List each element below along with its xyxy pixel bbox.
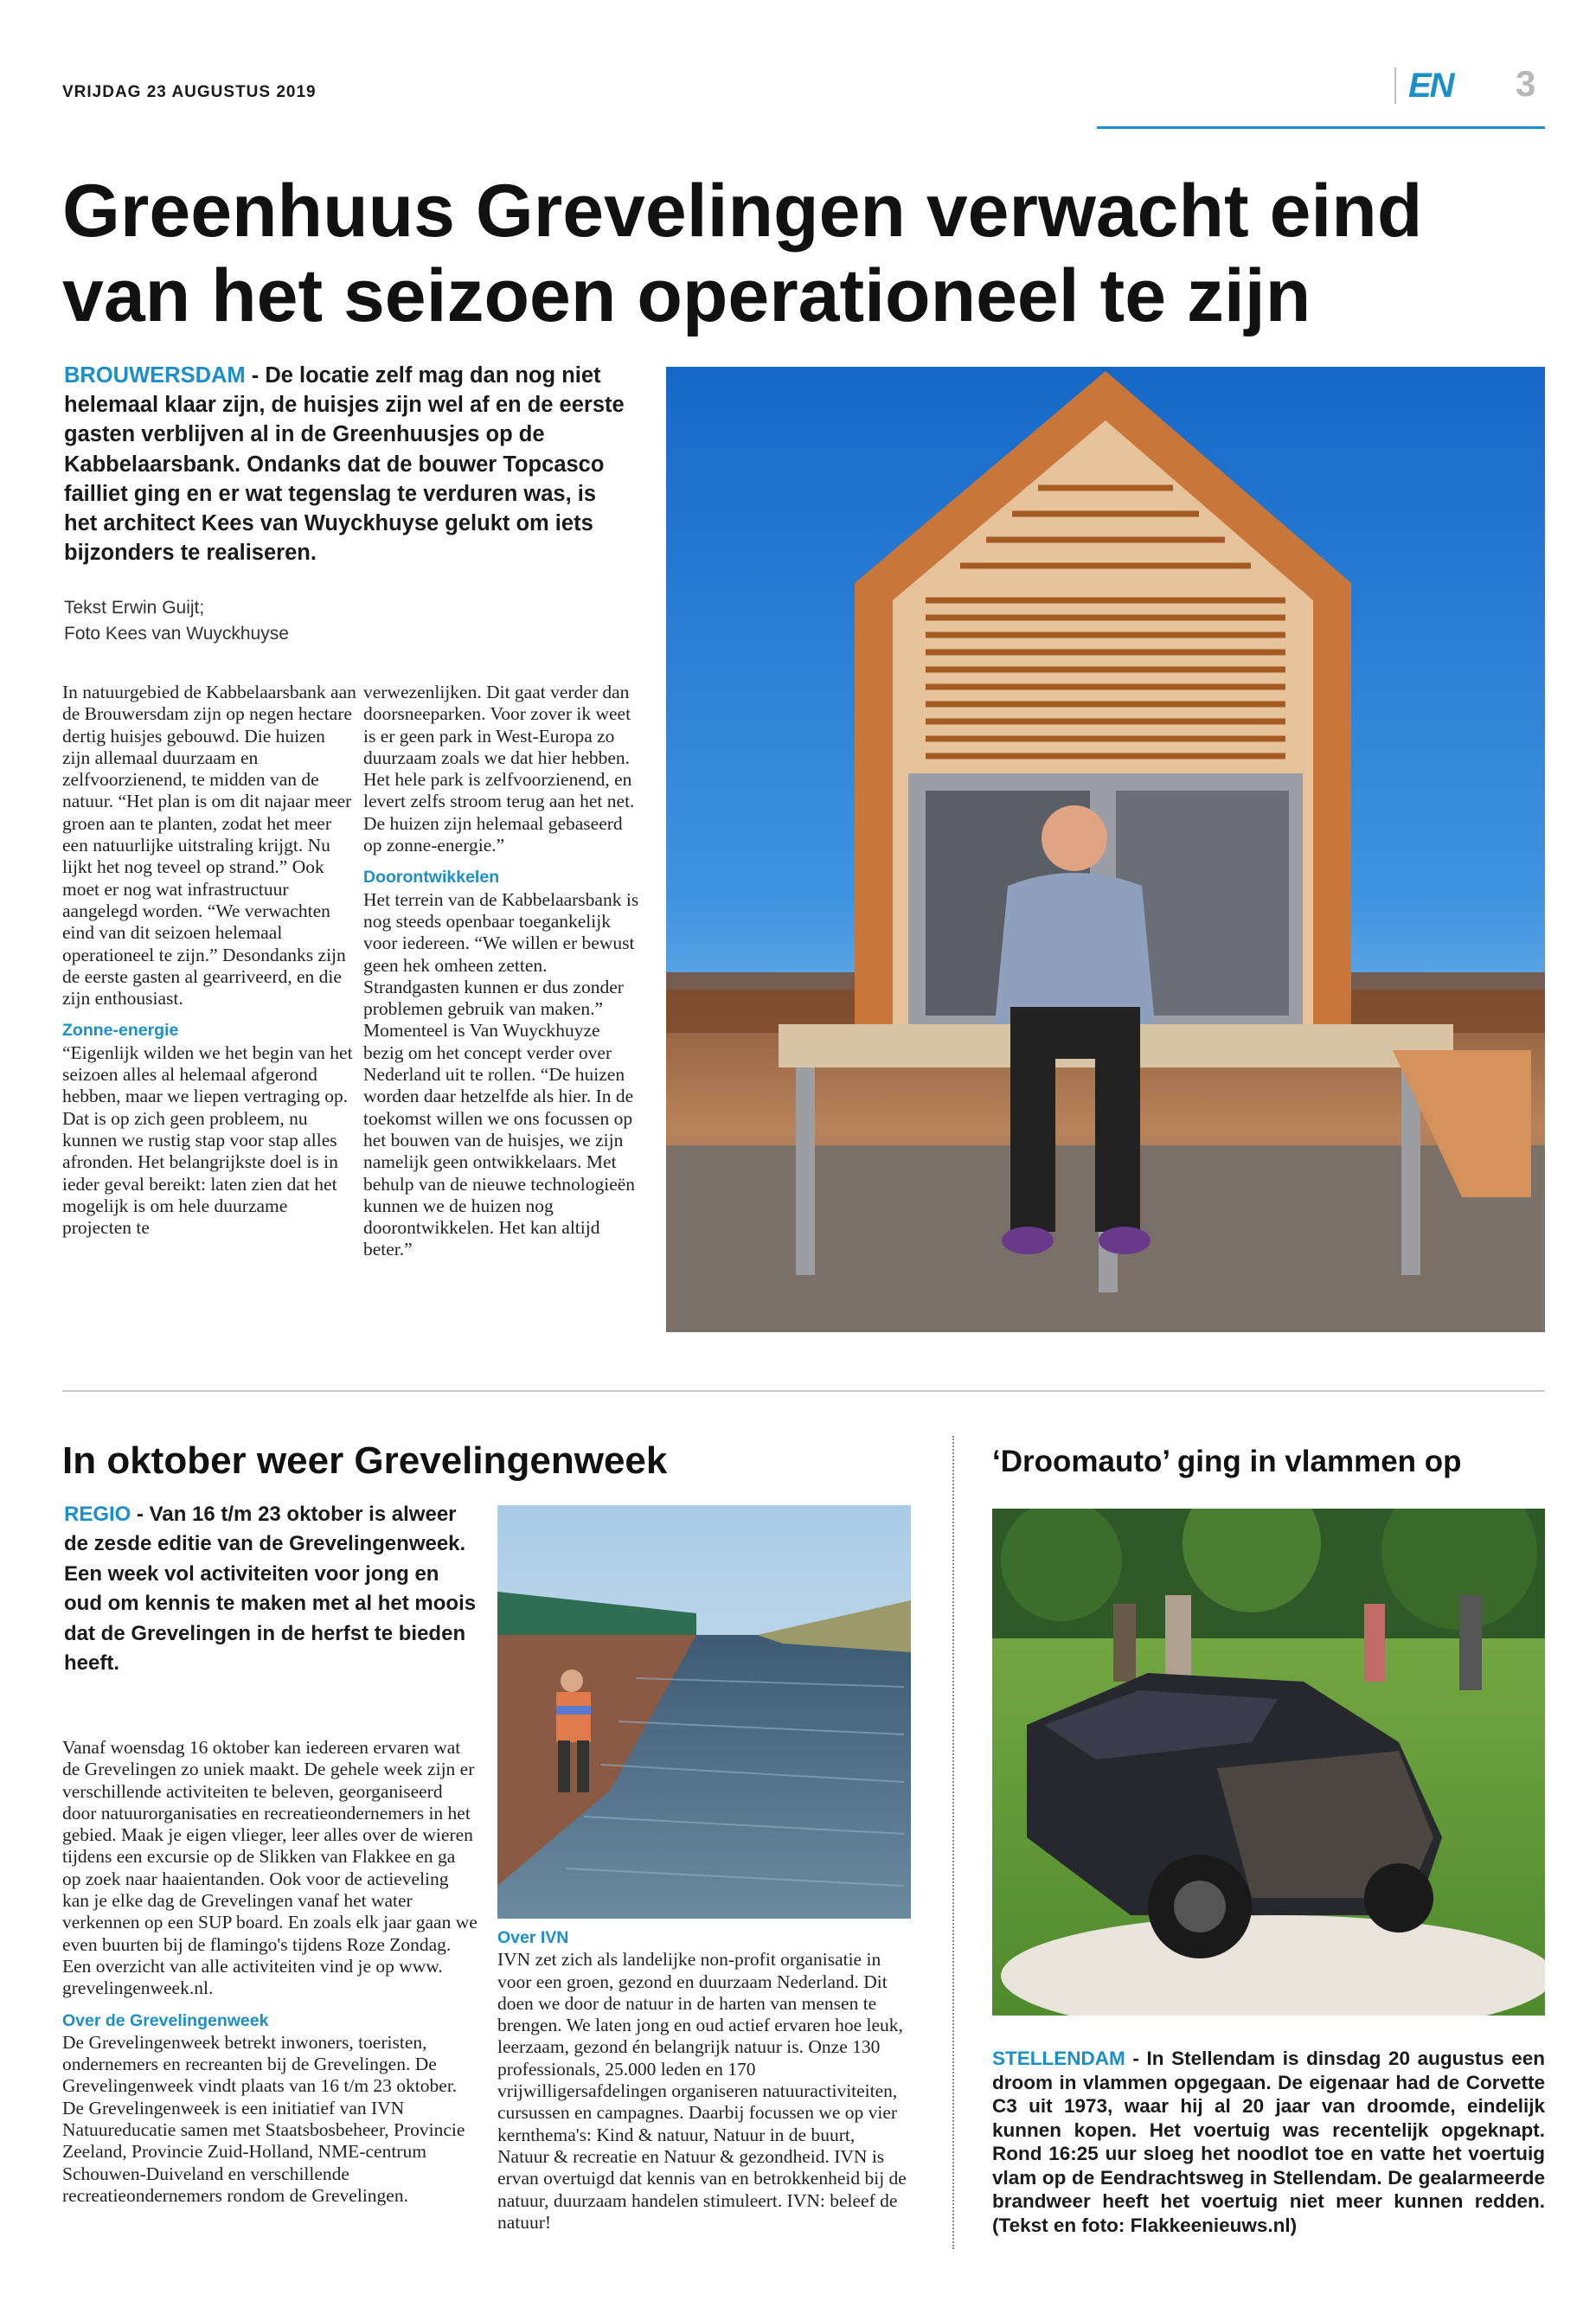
article1-lead — [64, 361, 626, 567]
article3-headline: ‘Droomauto’ ging in vlammen op — [992, 1445, 1462, 1478]
grevelingen-water-photo — [497, 1505, 911, 1919]
article2-subheading-grevelingenweek: Over de Grevelingenweek — [62, 2010, 269, 2030]
article2-lead-text: - Van 16 t/m 23 oktober is alweer de zesde editie van de Grevelingenweek. Een week vol activiteiten voor jong en oud om kennis te maken met al het moois dat de Grevelingen in de herfst te bieden heeft. — [64, 1503, 477, 1676]
article1-dateline: BROUWERSDAM — [64, 363, 246, 388]
greenhuus-photo-image — [666, 367, 1545, 1332]
credit-text: Tekst Erwin Guijt; — [64, 598, 205, 618]
main-headline — [62, 169, 1446, 338]
article2-lead — [64, 1500, 479, 1678]
article2-paragraph: Vanaf woensdag 16 oktober kan iedereen ervaren wat de Grevelingen zo uniek maakt. De gehele week zijn er verschillende activiteiten te beleven, georganiseerd door natuurorganisaties en recreatieondernemers in het gebied. Maak je eigen vlieger, leer alles over de wieren tijdens een excursie op de Slikken van Flakkee en ga op zoek naar haaientanden. Ook voor de actieveling kan je elke dag de Grevelingen vanaf het water verkennen op een SUP board. En zoals elk jaar gaan we even buurten bij de flamingo's tijdens Roze Zondag. Een overzicht van alle activiteiten vind je op www. grevelingenweek.nl. — [62, 1737, 478, 1999]
headline-line-2: van het seizoen operationeel te zijn — [62, 254, 1311, 337]
column-divider — [952, 1436, 954, 2249]
ivn-paragraph: IVN zet zich als landelijke non-profit organisatie in voor een groen, gezond en duurzaam Nederland. Dit doen we door de natuur in de harten van mensen te brengen. We laten jong en oud actief ervaren hoe leuk, leerzaam, gezond én belangrijk natuur is. Onze 130 professionals, 25.000 leden en 170 vrijwilligersafdelingen organiseren natuuractiviteiten, cursussen en campagnes. Daarbij focussen we op vier kernthema's: Kind & natuur, Natuur in de buurt, Natuur & recreatie en Natuur & gezondheid. IVN is ervan overtuigd dat kennis van en betrokkenheid bij de natuur, duurzaam handelen stimuleert. IVN: beleef de natuur! — [497, 1949, 907, 2233]
newspaper-logo: EN — [1394, 67, 1453, 104]
article1-column-2 — [363, 682, 640, 1261]
ivn-subheading: Over IVN — [497, 1928, 569, 1947]
article2-body — [62, 1737, 478, 2207]
article3-lead-text: - In Stellendam is dinsdag 20 augustus een droom in vlammen opgegaan. De eigenaar had de Corvette C3 uit 1973, waar hij al 20 jaar van droomde, eindelijk kunnen kopen. Het voertuig was recentelijk opgeknapt. Rond 16:25 uur sloeg het noodlot toe en vatte het voertuig vlam op de Eendrachtsweg in Stellendam. De gealarmeerde brandweer heeft het voertuig niet meer kunnen redden. (Tekst en foto: Flakkeenieuws.nl) — [992, 2048, 1545, 2236]
headline-line-1: Greenhuus Grevelingen verwacht eind — [62, 170, 1423, 253]
article1-paragraph: “Eigenlijk wilden we het begin van het seizoen alles al helemaal afgerond hebben, maar we liepen vertraging op. Dat is op zich geen probleem, nu kunnen we rustig stap voor stap alles afronden. Het belangrijkste doel is in ieder geval bereikt: laten zien dat het mogelijk is om hele duurzame projecten te — [62, 1042, 353, 1239]
burned-corvette-photo-image — [992, 1509, 1545, 2016]
article1-column-1 — [62, 682, 356, 1239]
section-divider — [62, 1390, 1545, 1392]
grevelingen-water-photo-image — [497, 1505, 911, 1919]
issue-date: VRIJDAG 23 AUGUSTUS 2019 — [62, 83, 317, 101]
article1-paragraph: Het terrein van de Kabbelaarsbank is nog steeds openbaar toegankelijk voor iedereen. “We willen er bewust geen hek omheen zetten. Strandgasten kunnen er dus zonder problemen gebruik van maken.” Momenteel is Van Wuyckhuyze bezig om het concept verder over Nederland uit te rollen. “De huizen worden daar hetzelfde als hier. In de toekomst willen we ons focussen op het bouwen van de huisjes, we zijn namelijk geen ontwikkelaars. Met behulp van de nieuwe technologieën kunnen we de huizen nog doorontwikkelen. Het kan altijd beter.” — [363, 888, 639, 1260]
article3-dateline: STELLENDAM — [992, 2048, 1125, 2069]
article1-credits — [64, 595, 618, 647]
ivn-section — [497, 1917, 911, 2234]
article2-headline: In oktober weer Grevelingenweek — [62, 1439, 668, 1482]
page-number: 3 — [1516, 63, 1536, 104]
article1-subheading-doorontwikkelen: Doorontwikkelen — [363, 868, 500, 888]
article2-paragraph: De Grevelingenweek betrekt inwoners, toeristen, ondernemers en recreanten bij de Grevelingen. De Grevelingenweek vindt plaats van 16 t/m 23 oktober. De Grevelingenweek is een initiatief van IVN Natuureducatie samen met Staatsbosbeheer, Provincie Zeeland, Provincie Zuid-Holland, NME-centrum Schouwen-Duiveland en verschillende recreatieondernemers rondom de Grevelingen. — [62, 2031, 465, 2206]
article1-lead-text: - De locatie zelf mag dan nog niet helemaal klaar zijn, de huisjes zijn wel af en de eerste gasten verblijven al in de Greenhuusjes op de Kabbelaarsbank. Ondanks dat de bouwer Topcasco failliet ging en er wat tegenslag te verduren was, is het architect Kees van Wuyckhuyse gelukt om iets bijzonders te realiseren. — [64, 363, 625, 566]
greenhuus-photo — [666, 367, 1545, 1332]
article2-dateline: REGIO — [64, 1503, 131, 1526]
article1-paragraph: In natuurgebied de Kabbelaarsbank aan de Brouwersdam zijn op negen hectare dertig huisjes gebouwd. Die huizen zijn allemaal duurzaam en zelfvoorzienend, te midden van de natuur. “Het plan is om dit najaar meer groen aan te planten, zodat het meer een natuurlijke uitstraling krijgt. Nu lijkt het nog teveel op strand.” Ook moet er nog wat infrastructuur aangelegd worden. “We verwachten eind van dit seizoen helemaal operationeel te zijn.” Desondanks zijn de eerste gasten al gearriveerd, en die zijn enthousiast. — [62, 682, 356, 1009]
article1-paragraph: verwezenlijken. Dit gaat verder dan doorsneeparken. Voor zover ik weet is er geen park in West-Europa zo duurzaam zoals we dat hier hebben. Het hele park is zelfvoorzienend, en levert zelfs stroom terug aan het net. De huizen zijn helemaal gebaseerd op zonne-energie.” — [363, 682, 635, 856]
burned-corvette-photo — [992, 1509, 1545, 2016]
header-rule — [1097, 126, 1545, 129]
credit-photo: Foto Kees van Wuyckhuyse — [64, 624, 289, 644]
article1-subheading-zonne-energie: Zonne-energie — [62, 1021, 179, 1041]
article3-lead — [992, 2047, 1545, 2237]
